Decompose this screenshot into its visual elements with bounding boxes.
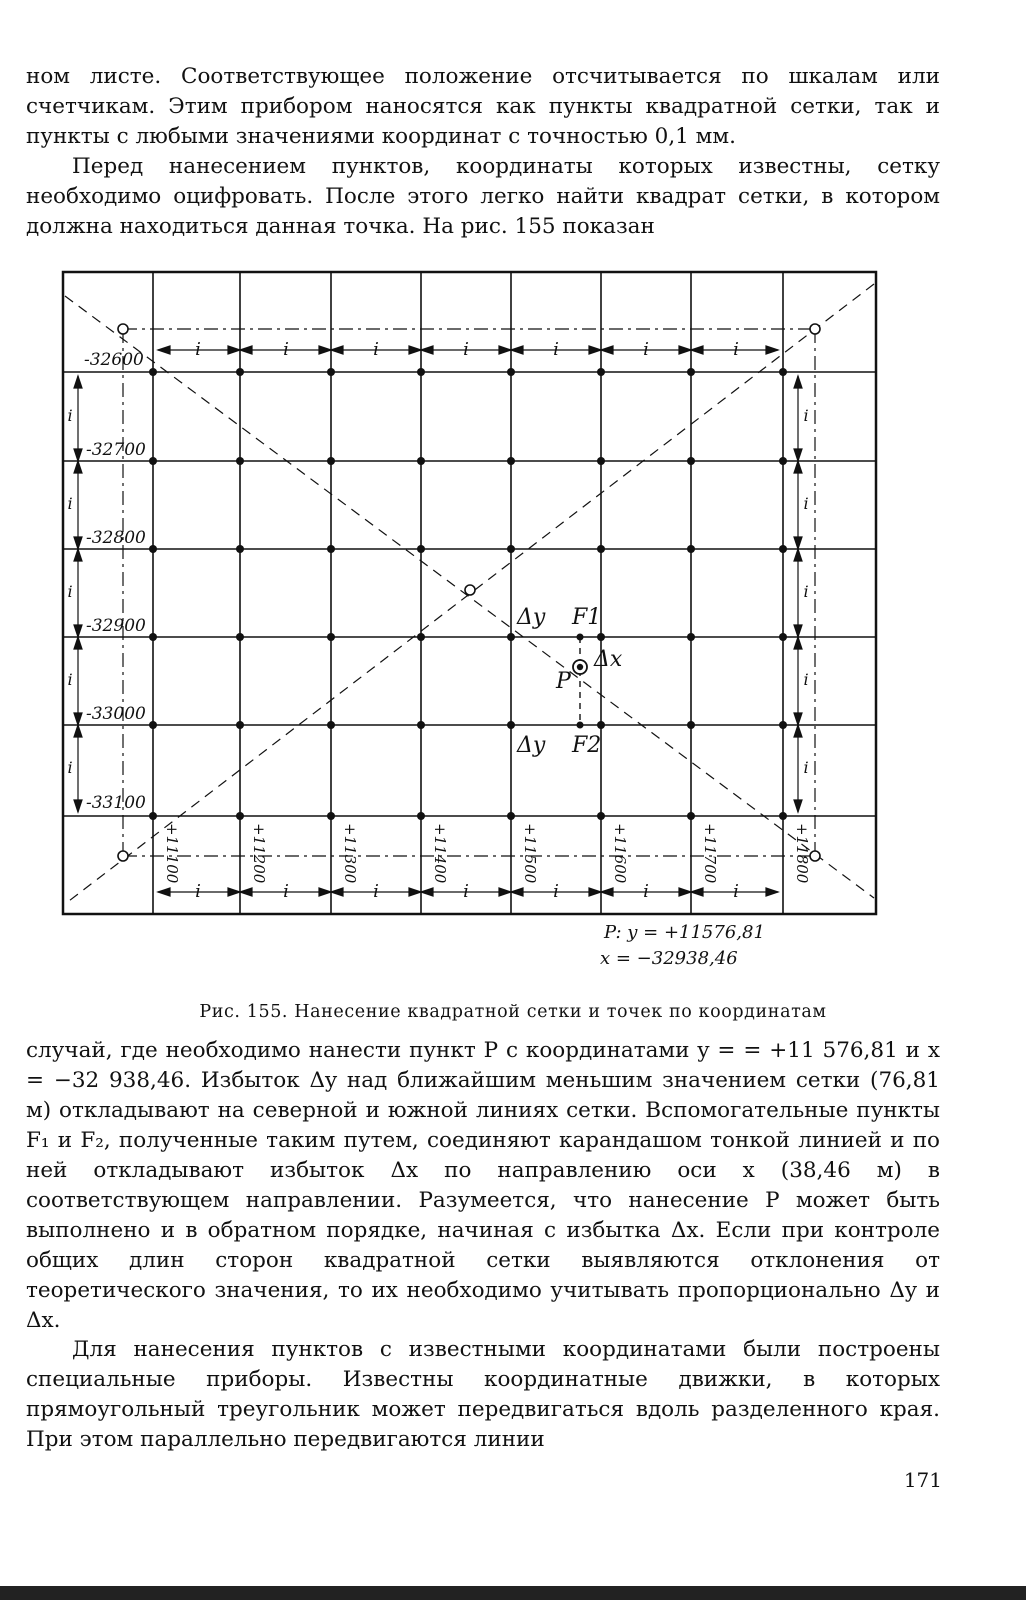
- y-label: +11700: [701, 823, 719, 884]
- dimension-arrows-left: [74, 376, 82, 812]
- x-label: -33000: [86, 704, 146, 724]
- interval-label: i: [803, 582, 809, 601]
- dimension-arrows-right: [794, 376, 802, 812]
- p-label: P: [556, 669, 571, 694]
- interval-label: i: [195, 881, 201, 902]
- interval-label: i: [283, 881, 289, 902]
- figure-caption-number: Рис. 155.: [199, 1002, 289, 1022]
- x-label: -32700: [86, 440, 146, 460]
- y-label: +11300: [341, 823, 359, 884]
- f1-label: F1: [572, 605, 602, 630]
- x-label: -32800: [86, 528, 146, 548]
- paragraph-top: ном листе. Соответствующее положение отсчитывается по шкалам или счетчикам. Этим прибором наносятся как пункты квадратной сетки, так и пункты с любыми значениями координат с точностью 0,1 мм.: [26, 64, 940, 149]
- p-point-inner: [577, 664, 583, 670]
- interval-label: i: [803, 494, 809, 513]
- interval-label: i: [463, 339, 469, 360]
- interval-label: i: [803, 406, 809, 425]
- interval-label: i: [67, 582, 73, 601]
- p-coordinate-x: x = −32938,46: [600, 948, 738, 969]
- paragraph-body: случай, где необходимо нанести пункт P с координатами y = = +11 576,81 и x = −32 938,46. Избыток Δy над ближайшим меньшим значением сетки (76,81 м) откладывают на северной и южной линиях сетки. Вспомогательные пункты F₁ и F₂, полученные таким путем, соединяют карандашом тонкой линией и по ней откладывают избыток Δx по направлению оси x (38,46 м) в соответствующем направлении. Разумеется, что нанесение P может быть выполнено и в обратном порядке, начиная с избытка Δx. Если при контроле общих длин сторон квадратной сетки выявляются отклонения от теоретического значения, то их необходимо учитывать пропорционально Δy и Δx.: [26, 1038, 940, 1333]
- interval-label: i: [463, 881, 469, 902]
- delta-x-label: Δx: [594, 647, 623, 672]
- interval-label: i: [553, 339, 559, 360]
- interval-label: i: [733, 881, 739, 902]
- interval-label: i: [67, 406, 73, 425]
- interval-label: i: [643, 881, 649, 902]
- y-label: +11800: [793, 823, 811, 884]
- y-label: +11100: [163, 823, 181, 884]
- y-label: +11500: [521, 823, 539, 884]
- f2-dot: [577, 722, 584, 729]
- interval-label: i: [803, 758, 809, 777]
- interval-label: i: [803, 670, 809, 689]
- scan-edge: [0, 1586, 1026, 1600]
- interval-label: i: [67, 494, 73, 513]
- interval-label: i: [553, 881, 559, 902]
- figure-caption-text: Нанесение квадратной сетки и точек по координатам: [294, 1002, 827, 1022]
- interval-label: i: [373, 881, 379, 902]
- interval-label: i: [283, 339, 289, 360]
- y-label: +11200: [250, 823, 268, 884]
- figure-grid-plotting: [0, 268, 1026, 998]
- x-label: -32900: [86, 616, 146, 636]
- figure-caption: [0, 1002, 1026, 1022]
- corner-markers: [118, 324, 820, 861]
- y-label: +11600: [611, 823, 629, 884]
- f1-dot: [577, 634, 584, 641]
- delta-y-top: Δy: [517, 605, 546, 630]
- x-label: -32600: [84, 350, 144, 370]
- interval-label: i: [195, 339, 201, 360]
- paragraph-devices: Для нанесения пунктов с известными координатами были построены специальные приборы. Известны координатные движки, в которых прямоугольный треугольник может передвигаться вдоль разделенного края. При этом параллельно передвигаются линии: [26, 1337, 940, 1452]
- f2-label: F2: [572, 733, 602, 758]
- delta-y-bottom: Δy: [517, 733, 546, 758]
- interval-label: i: [373, 339, 379, 360]
- paragraph-intro: Перед нанесением пунктов, координаты которых известны, сетку необходимо оцифровать. После этого легко найти квадрат сетки, в котором должна находиться данная точка. На рис. 155 показан: [26, 154, 940, 239]
- p-coordinate-y: P: y = +11576,81: [604, 922, 765, 943]
- page-number: 171: [903, 1468, 942, 1492]
- y-label: +11400: [431, 823, 449, 884]
- diagonal-intersection-marker: [465, 585, 475, 595]
- x-label: -33100: [86, 793, 146, 813]
- interval-label: i: [67, 670, 73, 689]
- interval-label: i: [643, 339, 649, 360]
- interval-label: i: [67, 758, 73, 777]
- interval-label: i: [733, 339, 739, 360]
